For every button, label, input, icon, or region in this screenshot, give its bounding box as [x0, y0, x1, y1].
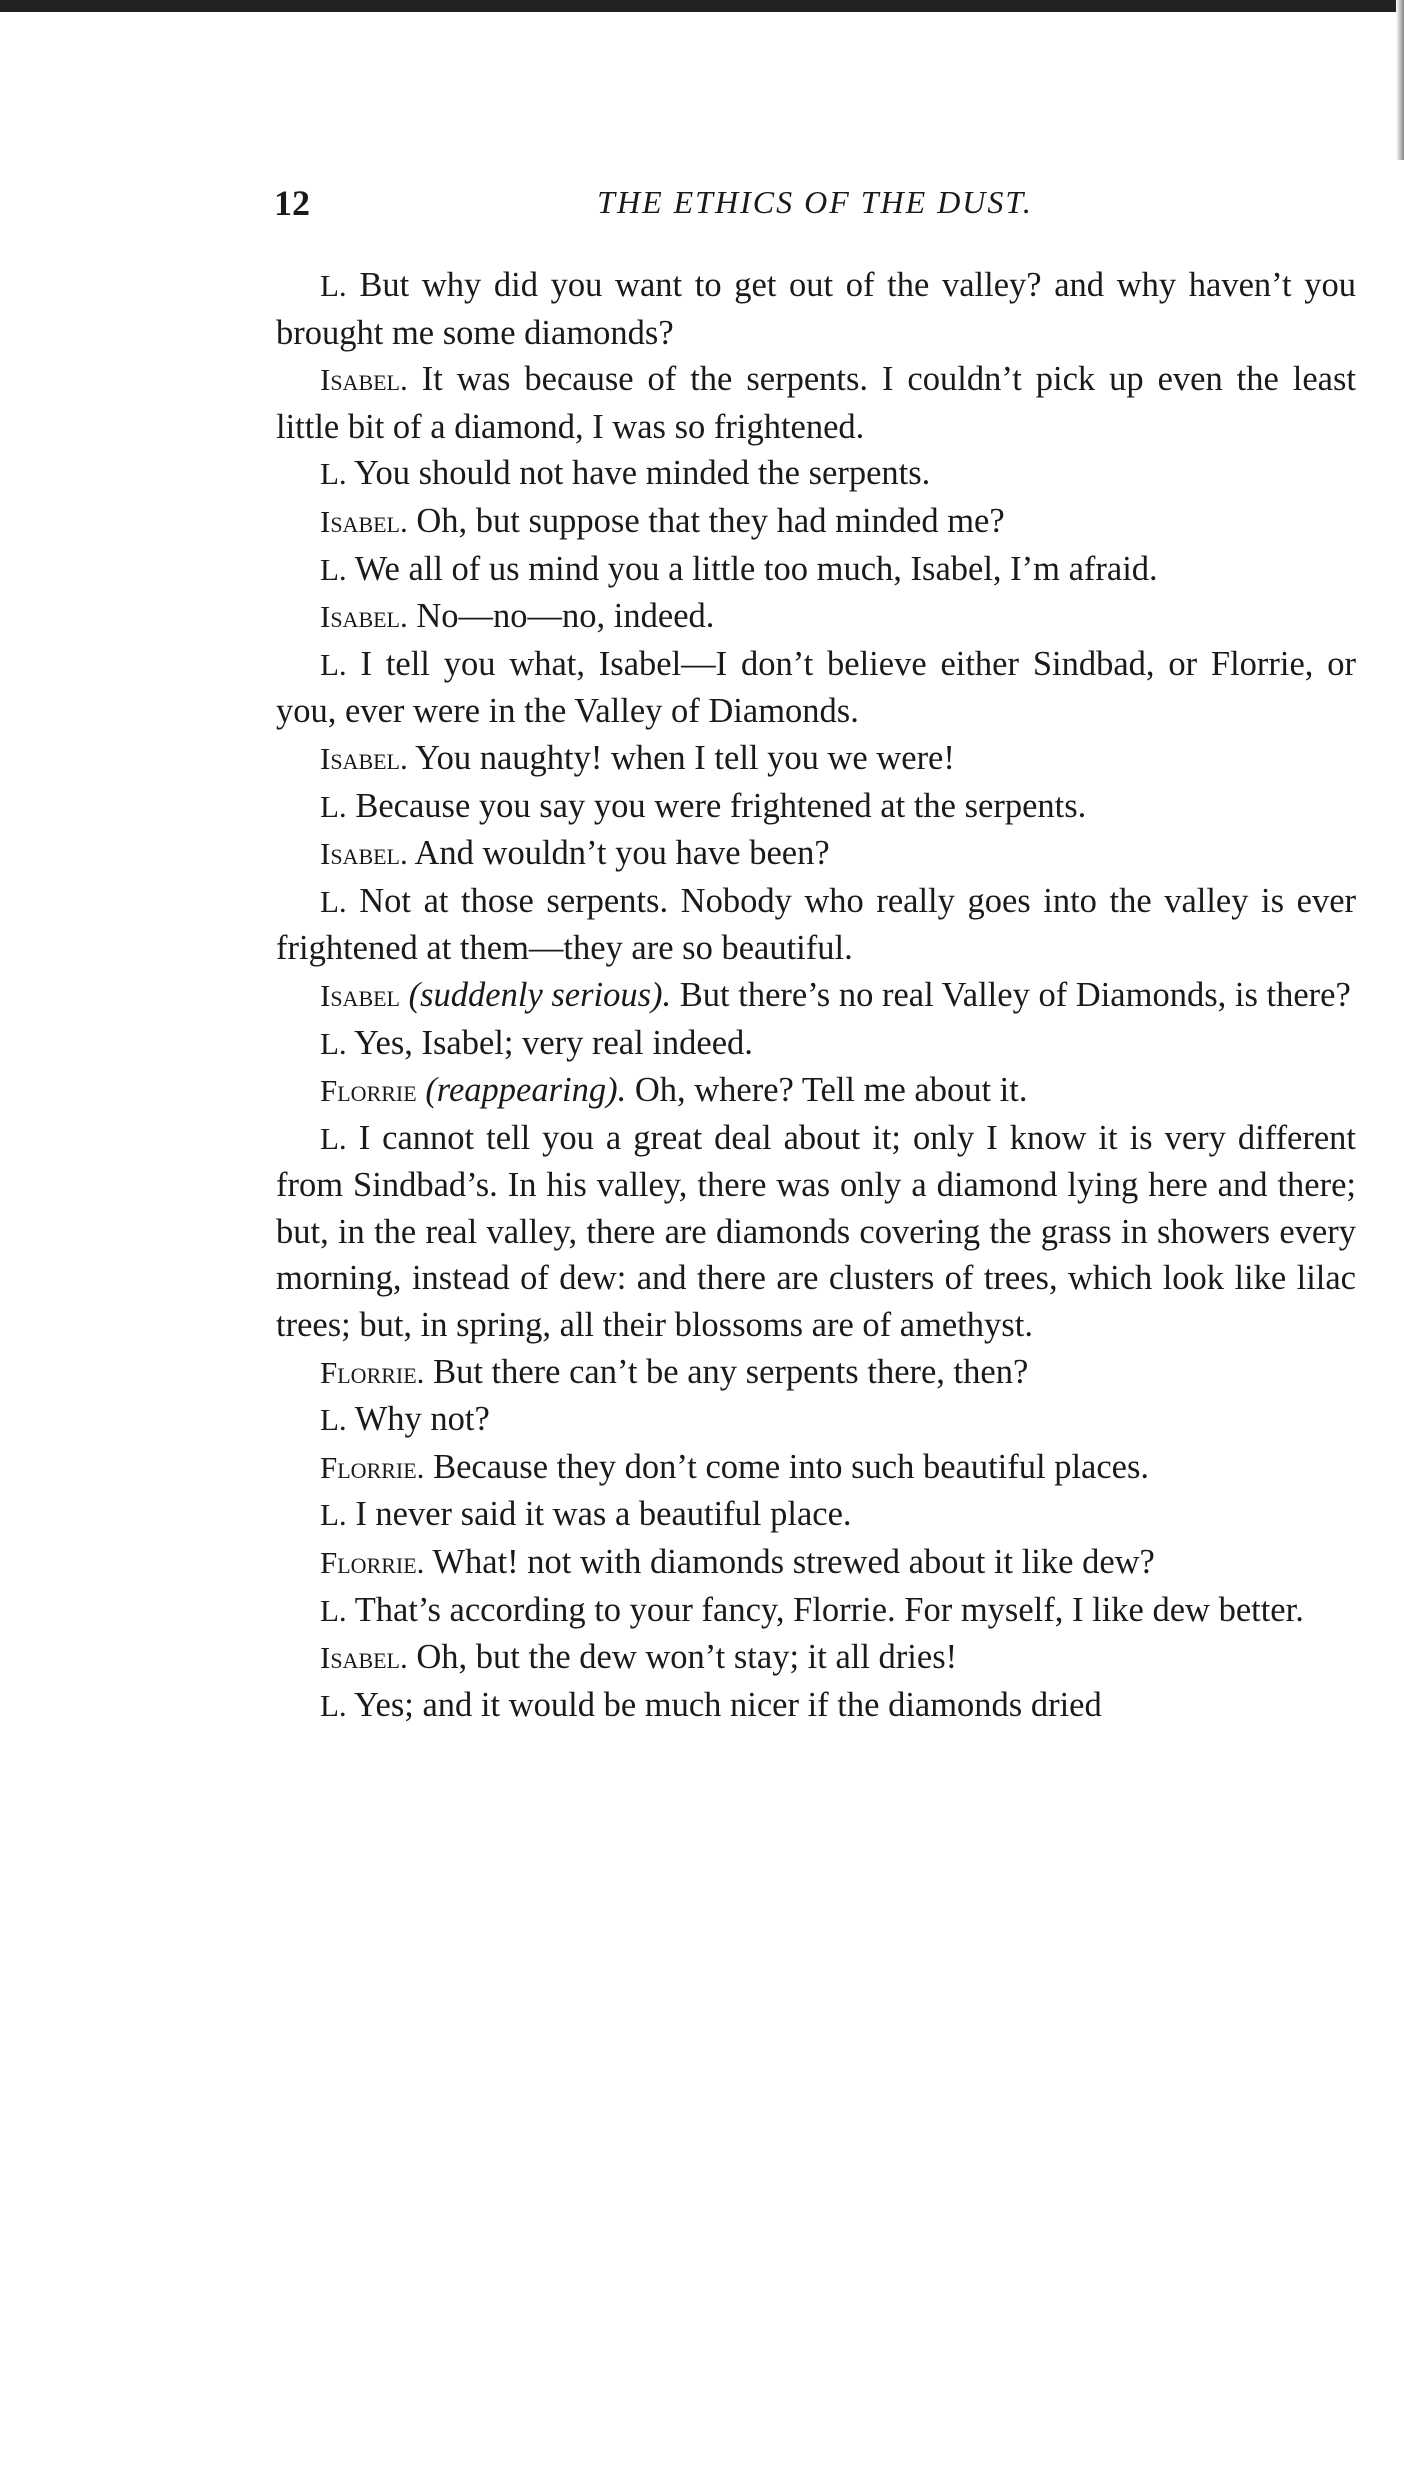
- dialogue-paragraph: [276, 498, 1356, 546]
- dialogue-paragraph: [276, 783, 1356, 831]
- speech-text: You naughty! when I tell you we were!: [415, 738, 955, 777]
- dialogue-paragraph: [276, 450, 1356, 498]
- speech-text: And wouldn’t you have been?: [414, 834, 830, 873]
- speaker-name: L.: [320, 456, 347, 492]
- dialogue-paragraph: [276, 1587, 1356, 1635]
- speaker-name: L.: [320, 788, 347, 824]
- dialogue-paragraph: [276, 593, 1356, 641]
- speech-text: Not at those serpents. Nobody who really goes into the valley is ever frightened at them—they are so beautiful.: [276, 881, 1356, 968]
- speaker-name: Isabel.: [320, 1640, 408, 1676]
- speech-text: But why did you want to get out of the valley? and why haven’t you brought me some diamonds?: [276, 266, 1356, 352]
- dialogue-paragraph: [276, 1539, 1356, 1587]
- page-right-edge: [1396, 0, 1404, 160]
- speaker-name: L.: [320, 551, 347, 587]
- dialogue-paragraph: [276, 356, 1356, 450]
- dialogue-paragraph: [276, 1349, 1356, 1397]
- dialogue-paragraph: [276, 1396, 1356, 1444]
- speaker-name: L.: [320, 1497, 347, 1533]
- speech-text: I never said it was a beautiful place.: [355, 1495, 852, 1534]
- stage-direction: (reappearing).: [425, 1071, 627, 1110]
- page-header: [274, 182, 1356, 232]
- speaker-name: Florrie.: [320, 1545, 425, 1581]
- speaker-name: Isabel.: [320, 599, 408, 635]
- dialogue-paragraph: [276, 641, 1356, 735]
- dialogue-paragraph: [276, 1067, 1356, 1115]
- speaker-name: Isabel.: [320, 740, 408, 776]
- dialogue-paragraph: [276, 972, 1356, 1020]
- speech-text: Why not?: [354, 1400, 490, 1439]
- stage-direction: (suddenly serious).: [408, 975, 672, 1014]
- dialogue-paragraph: [276, 546, 1356, 594]
- running-title: THE ETHICS OF THE DUST.: [597, 184, 1033, 220]
- dialogue-paragraph: [276, 262, 1356, 356]
- speech-text: We all of us mind you a little too much, Isabel, I’m afraid.: [354, 549, 1158, 588]
- speaker-name: Florrie: [320, 1073, 417, 1109]
- dialogue-paragraph: [276, 735, 1356, 783]
- speaker-name: L.: [320, 1592, 347, 1628]
- speaker-name: L.: [320, 1120, 347, 1156]
- speech-text: That’s according to your fancy, Florrie. For myself, I like dew better.: [354, 1590, 1304, 1629]
- dialogue-paragraph: [276, 1634, 1356, 1682]
- speaker-name: Isabel.: [320, 836, 408, 872]
- speech-text: But there can’t be any serpents there, then?: [433, 1352, 1029, 1391]
- dialogue-text: [276, 262, 1356, 1729]
- dialogue-paragraph: [276, 830, 1356, 878]
- speaker-name: L.: [320, 646, 347, 682]
- speaker-name: L.: [320, 1687, 347, 1723]
- dialogue-paragraph: [276, 1020, 1356, 1068]
- speech-text: Yes, Isabel; very real indeed.: [354, 1023, 753, 1062]
- dialogue-paragraph: [276, 878, 1356, 972]
- speaker-name: Isabel.: [320, 362, 408, 398]
- speaker-name: Isabel: [320, 977, 400, 1013]
- page-number: 12: [274, 183, 310, 223]
- speech-text: But there’s no real Valley of Diamonds, is there?: [679, 975, 1351, 1014]
- dialogue-paragraph: [276, 1444, 1356, 1492]
- dialogue-paragraph: [276, 1115, 1356, 1349]
- speaker-name: L.: [320, 1402, 347, 1438]
- speaker-name: Florrie.: [320, 1449, 425, 1485]
- speaker-name: L.: [320, 268, 347, 303]
- speech-text: Oh, where? Tell me about it.: [634, 1071, 1028, 1110]
- speaker-name: Isabel.: [320, 503, 408, 539]
- speech-text: You should not have minded the serpents.: [354, 454, 931, 493]
- page-top-edge: [0, 0, 1404, 12]
- speech-text: It was because of the serpents. I couldn’t pick up even the least little bit of a diamond, I was so frightened.: [276, 360, 1356, 446]
- speech-text: Oh, but the dew won’t stay; it all dries!: [416, 1638, 958, 1677]
- speech-text: Yes; and it would be much nicer if the diamonds dried: [354, 1685, 1102, 1724]
- speech-text: Because you say you were frightened at the serpents.: [355, 786, 1087, 825]
- speaker-name: L.: [320, 883, 347, 919]
- speech-text: No—no—no, indeed.: [416, 597, 715, 636]
- speaker-name: Florrie.: [320, 1354, 425, 1390]
- speech-text: What! not with diamonds strewed about it like dew?: [432, 1543, 1155, 1582]
- speech-text: I tell you what, Isabel—I don’t believe either Sindbad, or Florrie, or you, ever were in the Valley of Diamonds.: [276, 644, 1356, 731]
- speech-text: Oh, but suppose that they had minded me?: [416, 501, 1005, 540]
- speech-text: Because they don’t come into such beautiful places.: [433, 1447, 1150, 1486]
- speaker-name: L.: [320, 1025, 347, 1061]
- dialogue-paragraph: [276, 1491, 1356, 1539]
- speech-text: I cannot tell you a great deal about it; only I know it is very different from Sindbad’s. In his valley, there was only a diamond lying here and there; but, in the real valley, there are diamonds covering the grass in showers every morning, instead of dew: and there are clusters of trees, which look like lilac trees; but, in spring, all their blossoms are of amethyst.: [276, 1118, 1357, 1345]
- dialogue-paragraph: [276, 1682, 1356, 1730]
